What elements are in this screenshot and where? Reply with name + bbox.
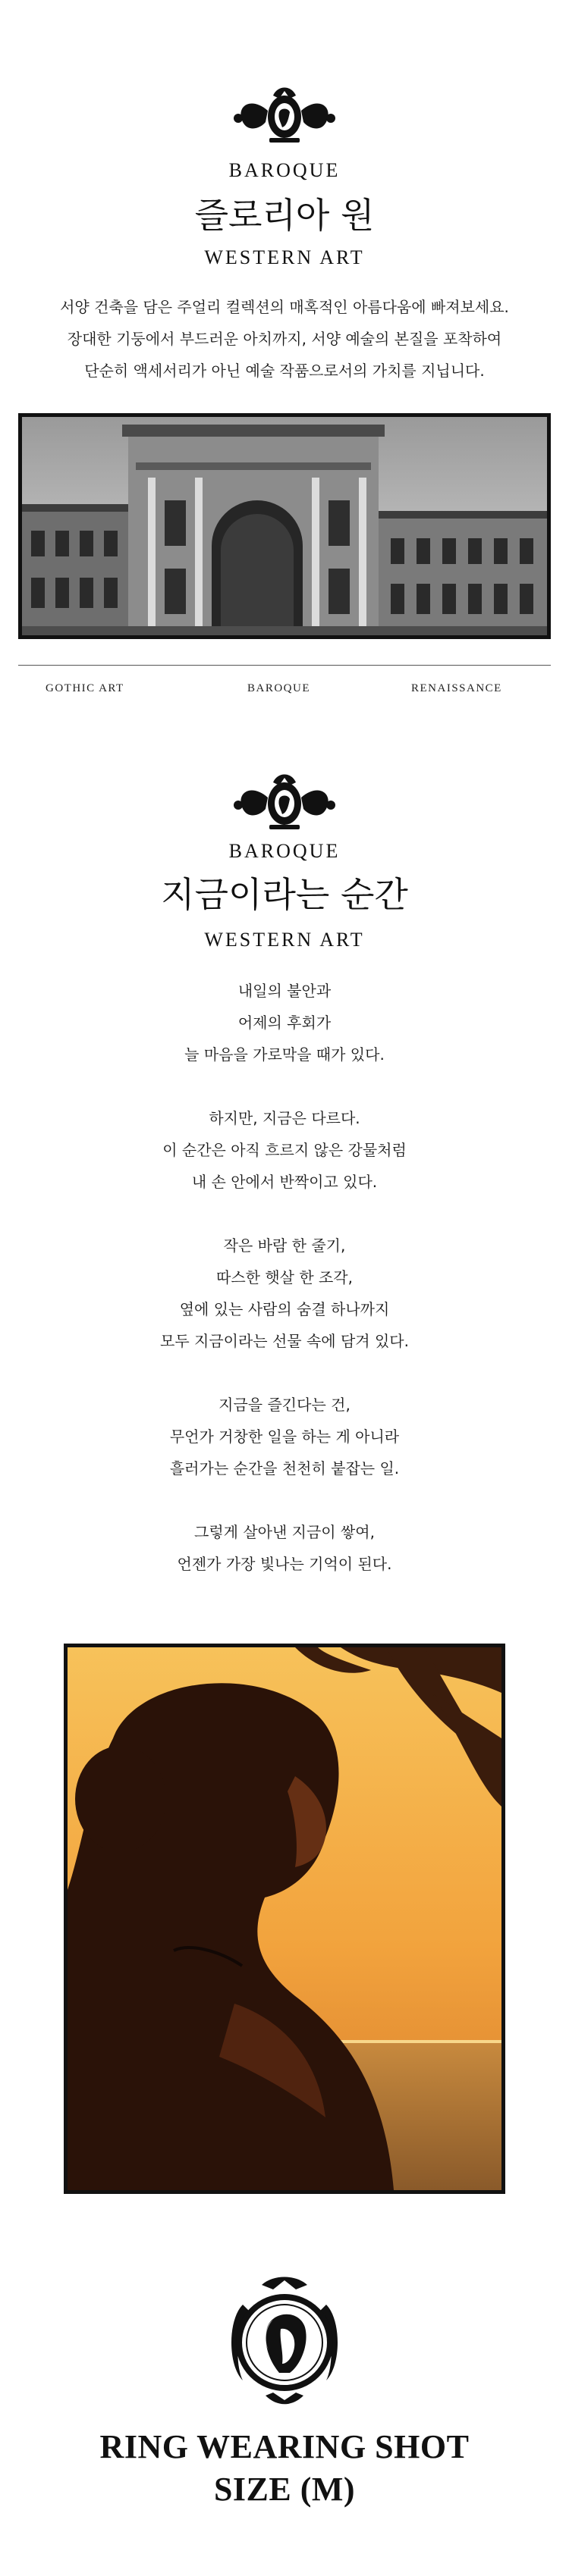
poem-line: 작은 바람 한 줄기, [223,1236,346,1255]
section1-description [0,291,569,387]
description-line: 장대한 기둥에서 부드러운 아치까지, 서양 예술의 본질을 포착하여 [67,330,502,348]
poem-line: 따스한 햇살 한 조각, [216,1268,353,1286]
section1-eyebrow: BAROQUE [228,159,341,181]
poem-line: 그렇게 살아낸 지금이 쌓여, [194,1523,375,1541]
poem-line: 내 손 안에서 반짝이고 있다. [191,1173,378,1191]
poem-line: 옆에 있는 사람의 숨결 하나까지 [179,1300,390,1318]
poem-line: 어제의 후회가 [237,1014,332,1032]
poem-line: 언젠가 가장 빛나는 기억이 된다. [177,1555,392,1573]
section1-subtitle: WESTERN ART [204,246,365,268]
sunset-portrait-illustration [64,1644,505,2194]
architecture-photo [18,413,551,639]
poem-stanza [0,975,569,1070]
section-divider [18,665,551,666]
poem-stanza [0,1516,569,1580]
poem [0,975,569,1580]
medallion-portrait-icon [220,2274,349,2414]
poem-line: 흘러가는 순간을 천천히 붙잡는 일. [169,1459,400,1478]
description-line: 단순히 액세서리가 아닌 예술 작품으로서의 가치를 지닙니다. [84,362,485,380]
poem-stanza [0,1230,569,1357]
heading-line-1: RING WEARING SHOT [99,2428,470,2465]
baroque-crest-icon [228,80,341,152]
heading-line-2: SIZE (M) [213,2471,356,2508]
section1-title: 즐로리아 원 [194,195,375,236]
nav-renaissance[interactable]: RENAISSANCE [411,682,502,694]
description-line: 서양 건축을 담은 주얼리 컬렉션의 매혹적인 아름다움에 빠져보세요. [60,298,509,316]
section2-eyebrow: BAROQUE [228,840,341,862]
poem-line: 무언가 거창한 일을 하는 게 아니라 [169,1427,400,1446]
nav-baroque[interactable]: BAROQUE [247,682,311,694]
section2-title: 지금이라는 순간 [161,874,408,915]
poem-line: 늘 마음을 가로막을 때가 있다. [184,1045,385,1064]
baroque-crest-icon [228,767,341,838]
poem-line: 내일의 불안과 [237,982,332,1000]
poem-line: 이 순간은 아직 흐르지 않은 강물처럼 [162,1141,407,1159]
ring-wearing-shot-heading [0,2426,569,2511]
section2-subtitle: WESTERN ART [204,929,365,951]
poem-stanza [0,1389,569,1484]
poem-line: 모두 지금이라는 선물 속에 담겨 있다. [160,1332,409,1350]
poem-line: 지금을 즐긴다는 건, [218,1396,351,1414]
poem-line: 하지만, 지금은 다르다. [209,1109,360,1127]
poem-stanza [0,1102,569,1198]
nav-gothic-art[interactable]: GOTHIC ART [46,682,124,694]
